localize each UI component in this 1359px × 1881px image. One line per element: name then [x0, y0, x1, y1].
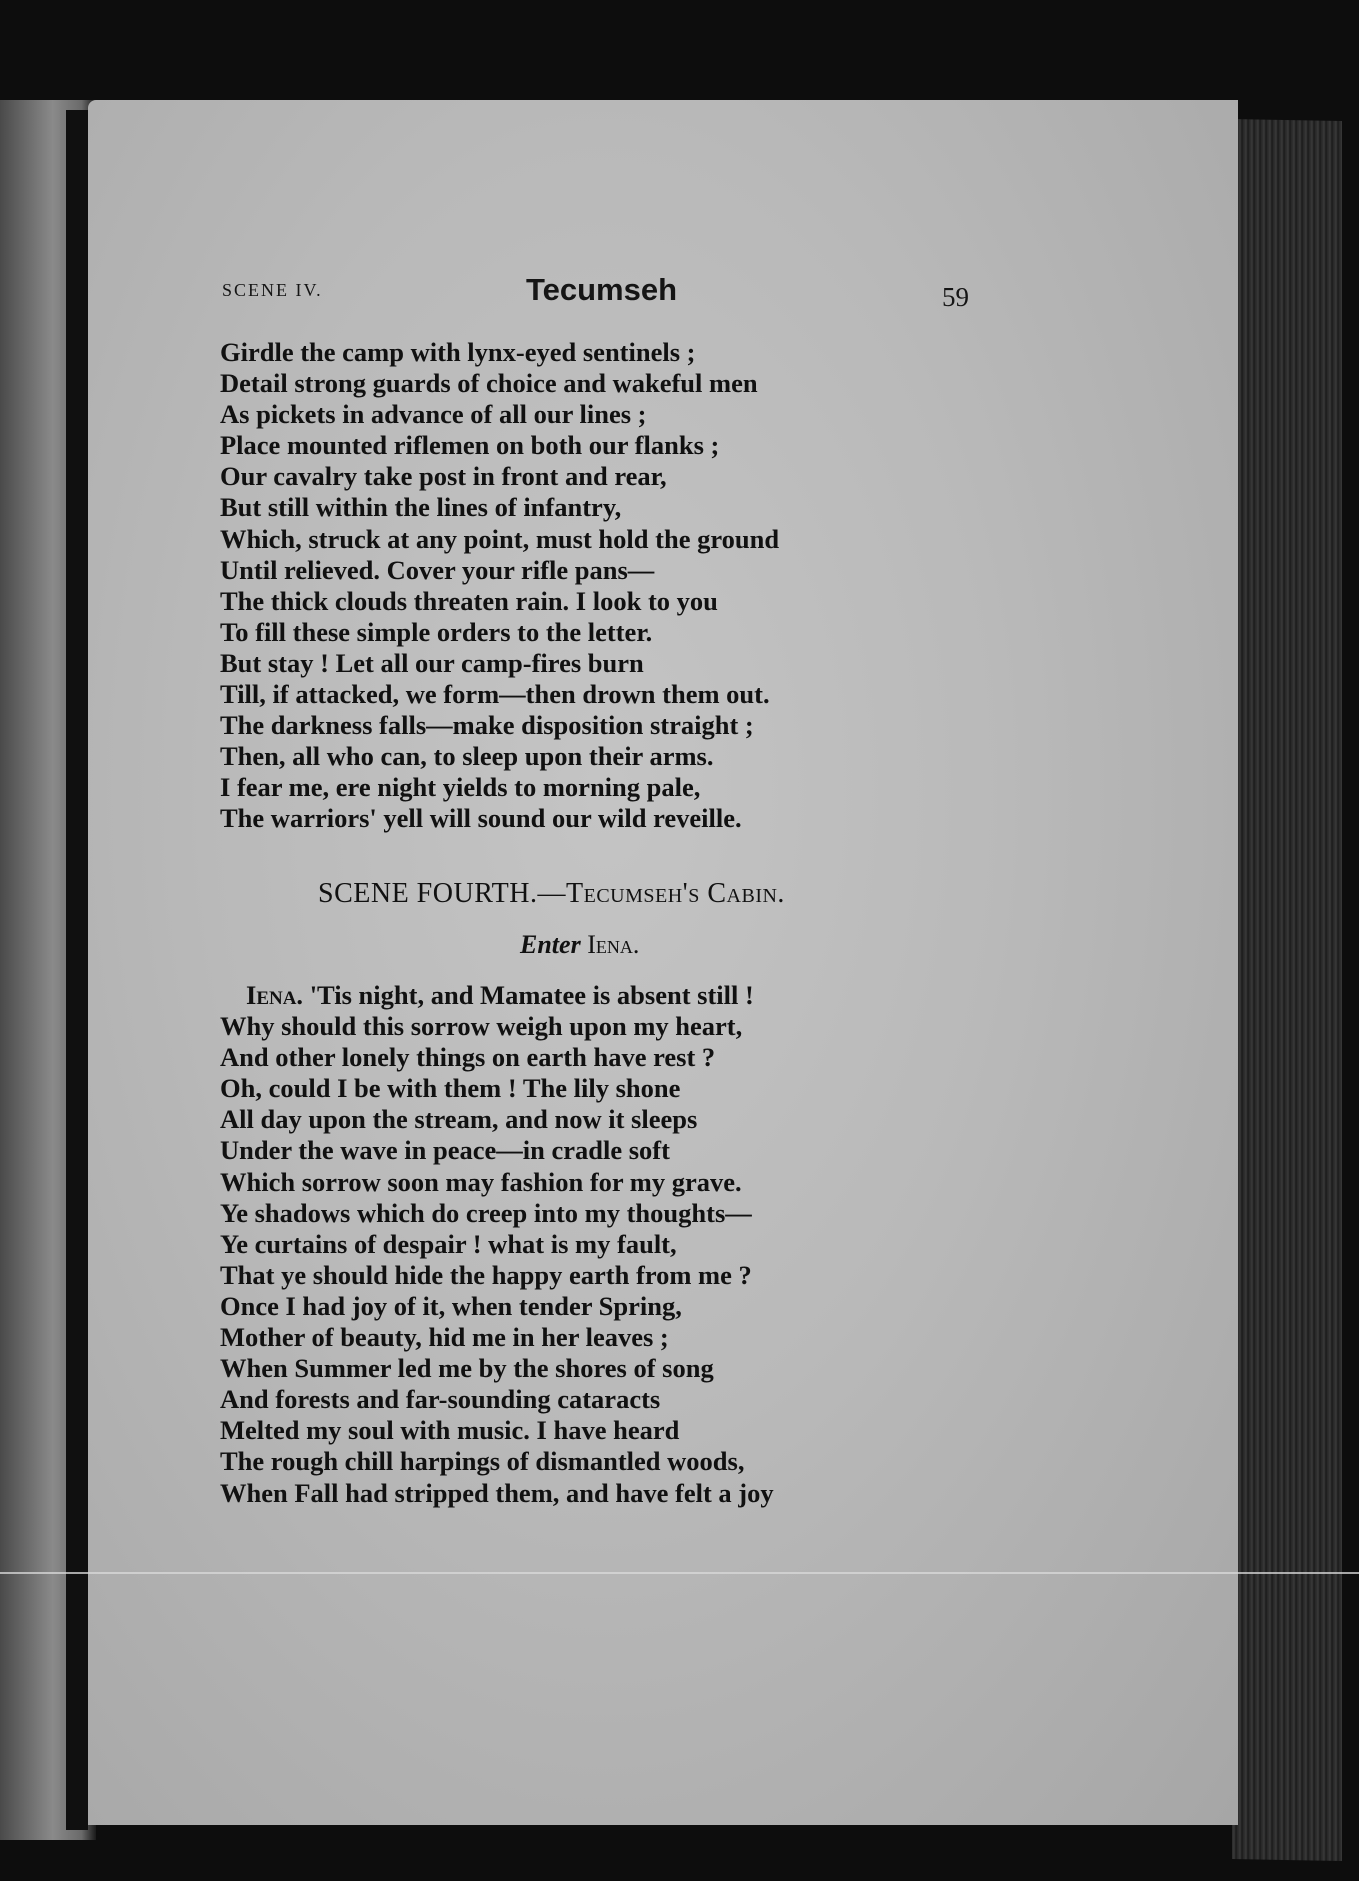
- verse-block-top: [220, 337, 900, 835]
- verse-line: All day upon the stream, and now it sleeps: [220, 1104, 698, 1135]
- stage-direction-character: Iena.: [587, 930, 640, 959]
- verse-line: The darkness falls—make disposition straight ;: [220, 710, 754, 741]
- speech-block: [220, 980, 900, 1509]
- verse-line: Then, all who can, to sleep upon their arms.: [220, 741, 714, 772]
- verse-line: But still within the lines of infantry,: [220, 492, 622, 523]
- scene-heading-location: Tecumseh's Cabin.: [566, 878, 785, 909]
- scan-artifact-line: [0, 1572, 1359, 1574]
- verse-line: When Fall had stripped them, and have felt a joy: [220, 1477, 774, 1508]
- verse-line: But stay ! Let all our camp-fires burn: [220, 647, 644, 678]
- verse-line: Our cavalry take post in front and rear,: [220, 461, 667, 492]
- verse-line: Once I had joy of it, when tender Spring,: [220, 1290, 682, 1321]
- verse-line: Which sorrow soon may fashion for my grave.: [220, 1166, 742, 1197]
- verse-line: The rough chill harpings of dismantled woods,: [220, 1446, 745, 1477]
- verse-line: Until relieved. Cover your rifle pans—: [220, 554, 655, 585]
- scene-heading: [318, 878, 785, 910]
- verse-line: The warriors' yell will sound our wild reveille.: [220, 803, 742, 834]
- verse-line: Ye curtains of despair ! what is my fault,: [220, 1228, 677, 1259]
- verse-line: Why should this sorrow weigh upon my heart,: [220, 1011, 743, 1042]
- verse-line: As pickets in advance of all our lines ;: [220, 399, 647, 430]
- verse-line: And forests and far-sounding cataracts: [220, 1384, 661, 1415]
- stage-direction: [520, 930, 639, 960]
- speech-first-line: [220, 980, 900, 1011]
- stage-direction-verb: Enter: [520, 930, 581, 959]
- speech-first-line-text: 'Tis night, and Mamatee is absent still !: [303, 980, 754, 1010]
- verse-line: Detail strong guards of choice and wakeful men: [220, 368, 758, 399]
- verse-line: When Summer led me by the shores of song: [220, 1353, 714, 1384]
- verse-line: The thick clouds threaten rain. I look to you: [220, 585, 718, 616]
- running-head-scene: SCENE IV.: [222, 280, 323, 300]
- page-number: 59: [942, 282, 969, 312]
- verse-line: To fill these simple orders to the letter.: [220, 616, 653, 647]
- speaker-name: Iena.: [246, 980, 304, 1010]
- verse-line: Ye shadows which do creep into my thoughts—: [220, 1197, 752, 1228]
- verse-line: And other lonely things on earth have rest ?: [220, 1042, 716, 1073]
- verse-line: Under the wave in peace—in cradle soft: [220, 1135, 670, 1166]
- verse-line: Melted my soul with music. I have heard: [220, 1415, 680, 1446]
- verse-line: Till, if attacked, we form—then drown them out.: [220, 679, 770, 710]
- verse-line: Place mounted riflemen on both our flanks ;: [220, 430, 720, 461]
- scene-heading-main: SCENE FOURTH.—: [318, 878, 567, 909]
- page-block-edge: [1232, 119, 1342, 1861]
- verse-line: That ye should hide the happy earth from me ?: [220, 1259, 752, 1290]
- verse-line: Oh, could I be with them ! The lily shone: [220, 1073, 681, 1104]
- verse-line: Mother of beauty, hid me in her leaves ;: [220, 1322, 669, 1353]
- verse-line: Girdle the camp with lynx-eyed sentinels ;: [220, 337, 696, 367]
- running-head-title: Tecumseh: [526, 272, 678, 307]
- verse-line: I fear me, ere night yields to morning pale,: [220, 772, 701, 803]
- verse-line: Which, struck at any point, must hold the ground: [220, 523, 780, 554]
